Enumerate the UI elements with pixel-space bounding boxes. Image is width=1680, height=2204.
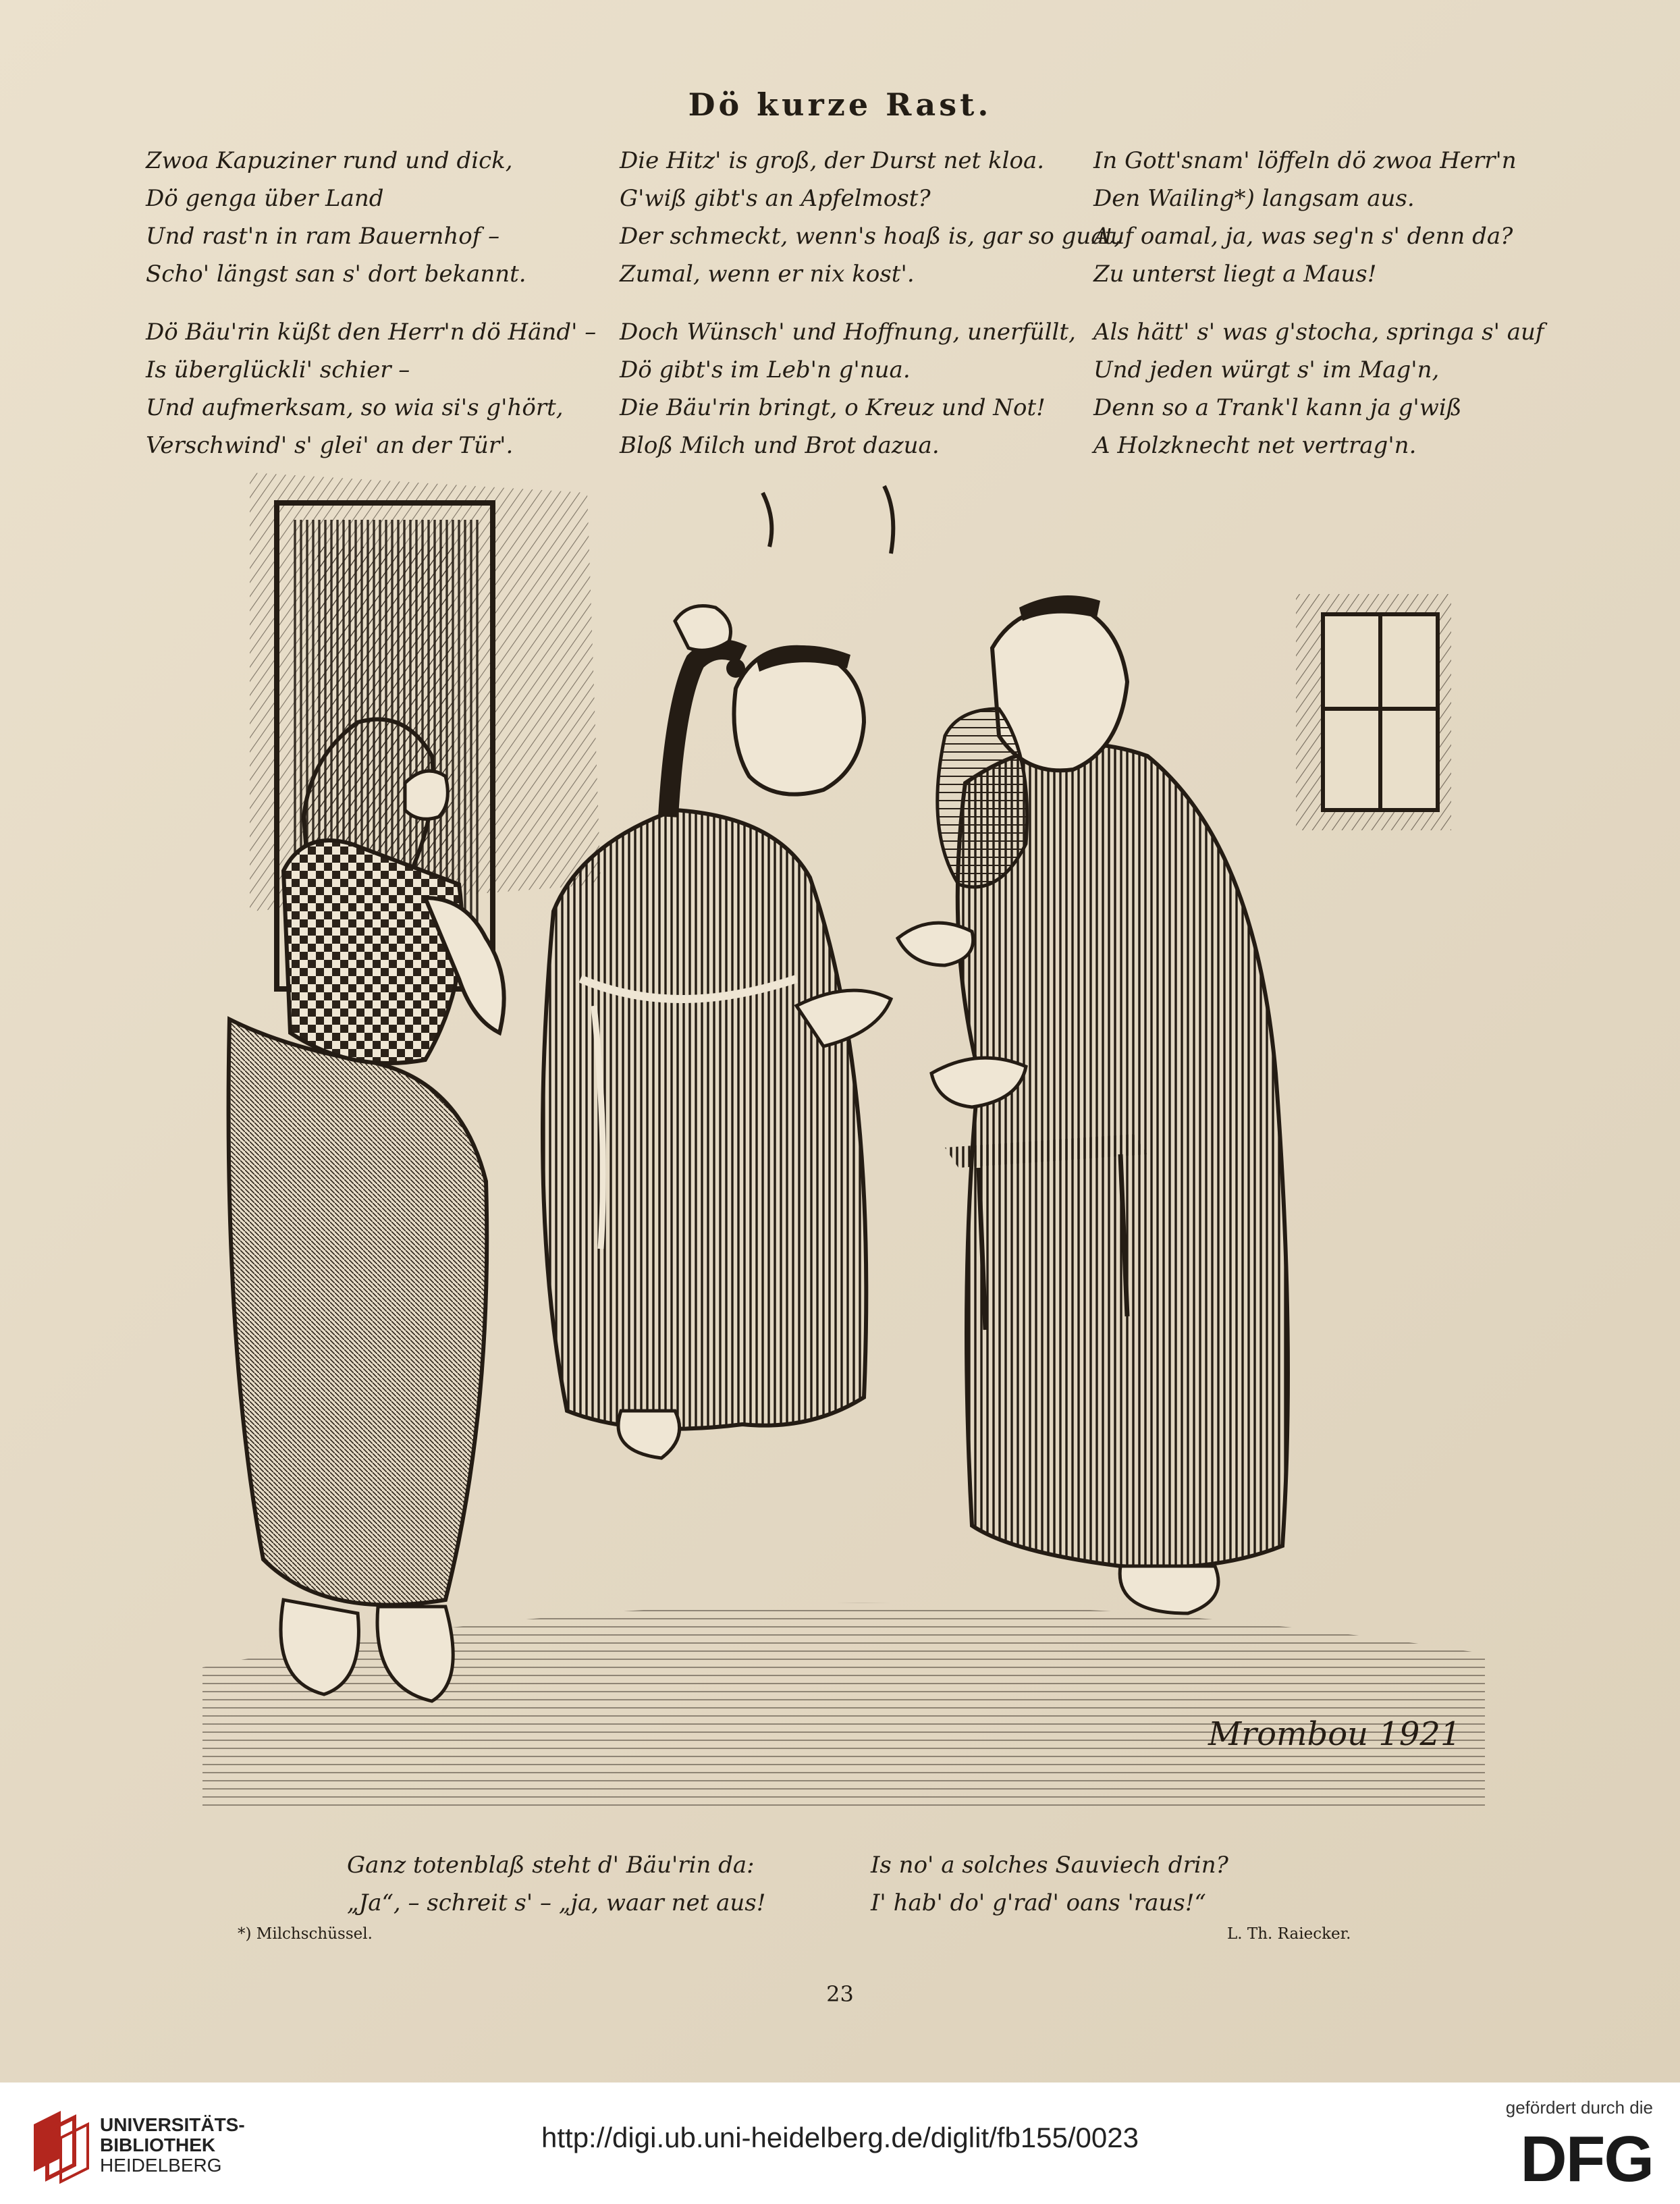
verse-line: Die Bäu'rin bringt, o Kreuz und Not! <box>620 394 1046 421</box>
institution-line: UNIVERSITÄTS- <box>100 2114 245 2135</box>
caption-line: Ganz totenblaß steht d' Bäu'rin da: <box>347 1852 755 1879</box>
verse-line: Zu unterst liegt a Maus! <box>1093 261 1377 288</box>
verse-line: Der schmeckt, wenn's hoaß is, gar so guat, <box>620 223 1122 250</box>
institution-line: BIBLIOTHEK <box>100 2134 216 2155</box>
verse-line: Als hätt' s' was g'stocha, springa s' auf <box>1093 319 1544 346</box>
verse-line: Auf oamal, ja, was seg'n s' denn da? <box>1093 223 1513 250</box>
illustration-woman-and-monks <box>202 466 1485 1823</box>
verse-line: Verschwind' s' glei' an der Tür'. <box>146 432 514 459</box>
institution-line: HEIDELBERG <box>100 2155 222 2176</box>
verse-line: Dö Bäu'rin küßt den Herr'n dö Händ' – <box>146 319 597 346</box>
stanza <box>620 313 1079 464</box>
verse-line: Dö genga über Land <box>146 185 384 212</box>
stanza <box>1093 313 1552 464</box>
stanza <box>620 142 1122 293</box>
caption-line: Is no' a solches Sauviech drin? <box>871 1852 1228 1879</box>
verse-line: Und aufmerksam, so wia si's g'hört, <box>146 394 564 421</box>
verse-line: Bloß Milch und Brot dazua. <box>620 432 940 459</box>
footer-bar <box>0 2082 1680 2204</box>
verse-line: Und rast'n in ram Bauernhof – <box>146 223 500 250</box>
caption-left <box>347 1846 765 1922</box>
author-credit: L. Th. Raiecker. <box>1227 1925 1351 1943</box>
verse-line: G'wiß gibt's an Apfelmost? <box>620 185 931 212</box>
verse-line: In Gott'snam' löffeln dö zwoa Herr'n <box>1093 147 1517 174</box>
verse-line: A Holzknecht net vertrag'n. <box>1093 432 1417 459</box>
caption-line: I' hab' do' g'rad' oans 'raus!“ <box>871 1889 1206 1916</box>
bearded-monk-figure <box>898 595 1288 1613</box>
poem-column-2 <box>620 142 1122 485</box>
verse-line: Scho' längst san s' dort bekannt. <box>146 261 526 288</box>
verse-line: Den Wailing*) langsam aus. <box>1093 185 1415 212</box>
verse-line: Denn so a Trank'l kann ja g'wiß <box>1093 394 1462 421</box>
verse-line: Is überglückli' schier – <box>146 356 410 383</box>
poem-column-1 <box>146 142 605 485</box>
poem-title: Dö kurze Rast. <box>688 86 992 123</box>
caption-right <box>871 1846 1228 1922</box>
permalink-url[interactable]: http://digi.ub.uni-heidelberg.de/diglit/fb155/0023 <box>541 2122 1139 2153</box>
verse-line: Dö gibt's im Leb'n g'nua. <box>620 356 911 383</box>
footnote: *) Milchschüssel. <box>238 1925 373 1943</box>
stanza <box>146 313 605 464</box>
verse-line: Und jeden würgt s' im Mag'n, <box>1093 356 1440 383</box>
verse-line: Zwoa Kapuziner rund und dick, <box>146 147 513 174</box>
stanza <box>1093 142 1552 293</box>
sponsor-text: gefördert durch die <box>1505 2097 1653 2118</box>
mouse-icon <box>726 659 745 678</box>
poem-column-3 <box>1093 142 1552 485</box>
stanza <box>146 142 605 293</box>
verse-line: Doch Wünsch' und Hoffnung, unerfüllt, <box>620 319 1076 346</box>
dfg-logo: DFG <box>1520 2123 1653 2195</box>
caption-line: „Ja“, – schreit s' – „ja, waar net aus! <box>347 1889 766 1916</box>
page-number: 23 <box>826 1981 854 2007</box>
artist-signature: Mrombou 1921 <box>1208 1715 1461 1753</box>
verse-line: Die Hitz' is groß, der Durst net kloa. <box>620 147 1045 174</box>
verse-line: Zumal, wenn er nix kost'. <box>620 261 915 288</box>
